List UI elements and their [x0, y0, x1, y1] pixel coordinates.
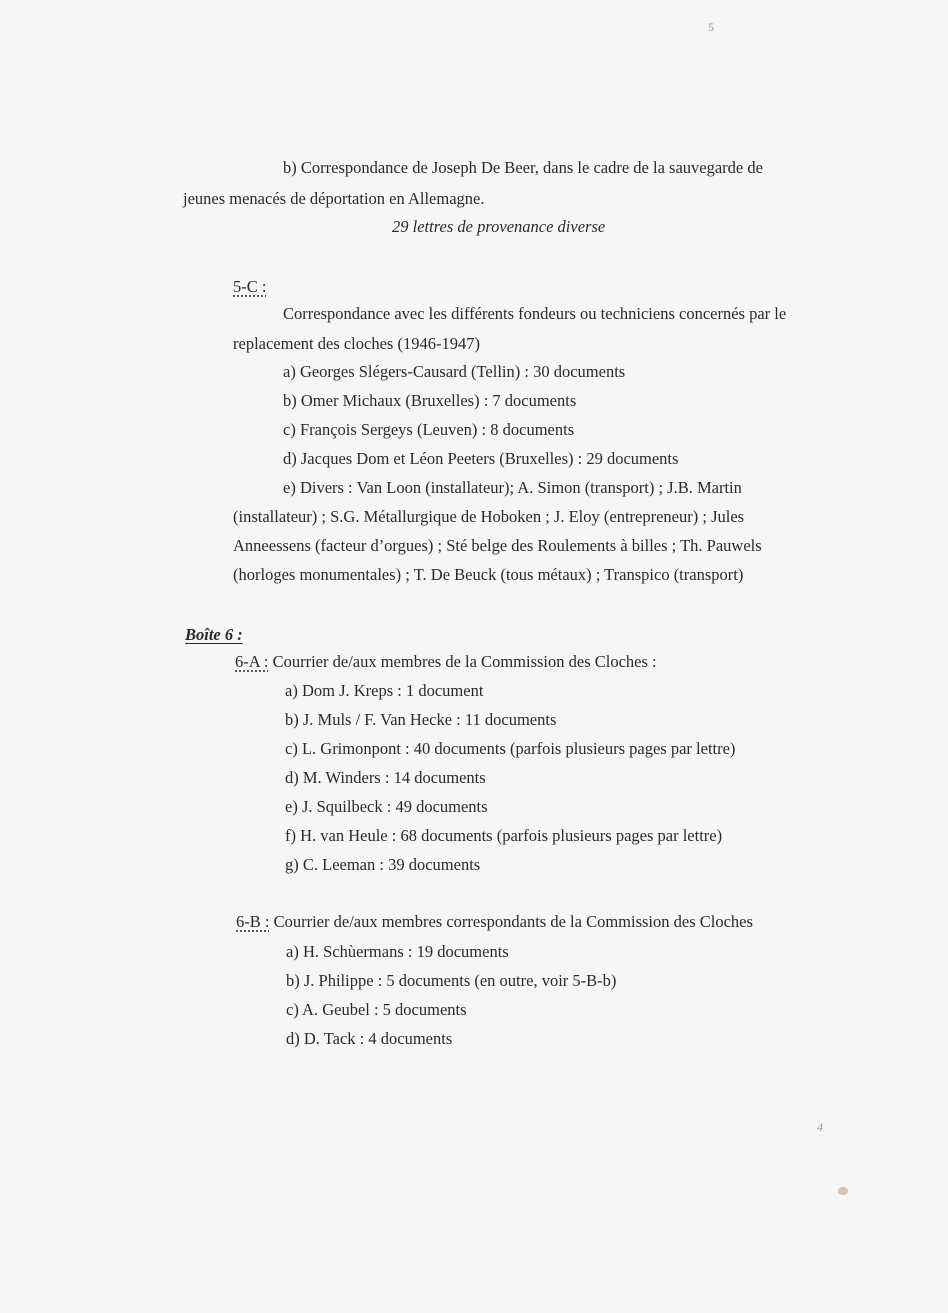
section-6b-label: 6-B :: [236, 912, 270, 931]
list-item: c) François Sergeys (Leuven) : 8 documents: [283, 420, 575, 439]
list-item-continuation: (installateur) ; S.G. Métallurgique de Hoboken ; J. Eloy (entrepreneur) ; Jules: [233, 507, 745, 526]
list-item: g) C. Leeman : 39 documents: [285, 855, 481, 874]
section-b-line-1: b) Correspondance de Joseph De Beer, dans le cadre de la sauvegarde de: [283, 158, 763, 177]
list-item-continuation: Anneessens (facteur d’orgues) ; Sté belge des Roulements à billes ; Th. Pauwels: [233, 536, 762, 555]
list-item: e) Divers : Van Loon (installateur); A. Simon (transport) ; J.B. Martin: [283, 478, 742, 497]
section-6b-title-line: [236, 912, 753, 932]
section-b-note: 29 lettres de provenance diverse: [392, 217, 606, 236]
list-item: a) H. Schùermans : 19 documents: [286, 942, 509, 961]
section-6a-title-line: [235, 652, 657, 672]
list-item: b) Omer Michaux (Bruxelles) : 7 documents: [283, 391, 577, 410]
section-6a-title: Courrier de/aux membres de la Commission des Cloches :: [268, 652, 657, 671]
list-item: c) L. Grimonpont : 40 documents (parfois plusieurs pages par lettre): [285, 739, 736, 758]
page-number: 4: [817, 1120, 823, 1134]
list-item: c) A. Geubel : 5 documents: [286, 1000, 467, 1019]
section-5c-intro-2: replacement des cloches (1946-1947): [233, 334, 480, 353]
list-item: d) M. Winders : 14 documents: [285, 768, 486, 787]
list-item: a) Georges Slégers-Causard (Tellin) : 30 documents: [283, 362, 626, 381]
section-6b-title: Courrier de/aux membres correspondants de la Commission des Cloches: [269, 912, 753, 931]
corner-pencil-mark: 5: [708, 20, 714, 34]
section-5c-intro-1: Correspondance avec les différents fondeurs ou techniciens concernés par le: [283, 304, 787, 323]
list-item: d) D. Tack : 4 documents: [286, 1029, 453, 1048]
paper-stain: [838, 1187, 848, 1195]
list-item: e) J. Squilbeck : 49 documents: [285, 797, 488, 816]
list-item: d) Jacques Dom et Léon Peeters (Bruxelles) : 29 documents: [283, 449, 679, 468]
list-item: b) J. Philippe : 5 documents (en outre, voir 5-B-b): [286, 971, 617, 990]
section-5c-label: 5-C :: [233, 277, 267, 296]
list-item: a) Dom J. Kreps : 1 document: [285, 681, 484, 700]
list-item: b) J. Muls / F. Van Hecke : 11 documents: [285, 710, 557, 729]
list-item-continuation: (horloges monumentales) ; T. De Beuck (tous métaux) ; Transpico (transport): [233, 565, 744, 584]
section-6a-label: 6-A :: [235, 652, 269, 671]
list-item: f) H. van Heule : 68 documents (parfois plusieurs pages par lettre): [285, 826, 723, 845]
section-b-line-2: jeunes menacés de déportation en Allemagne.: [183, 189, 485, 208]
box-6-heading: Boîte 6 :: [185, 625, 243, 644]
